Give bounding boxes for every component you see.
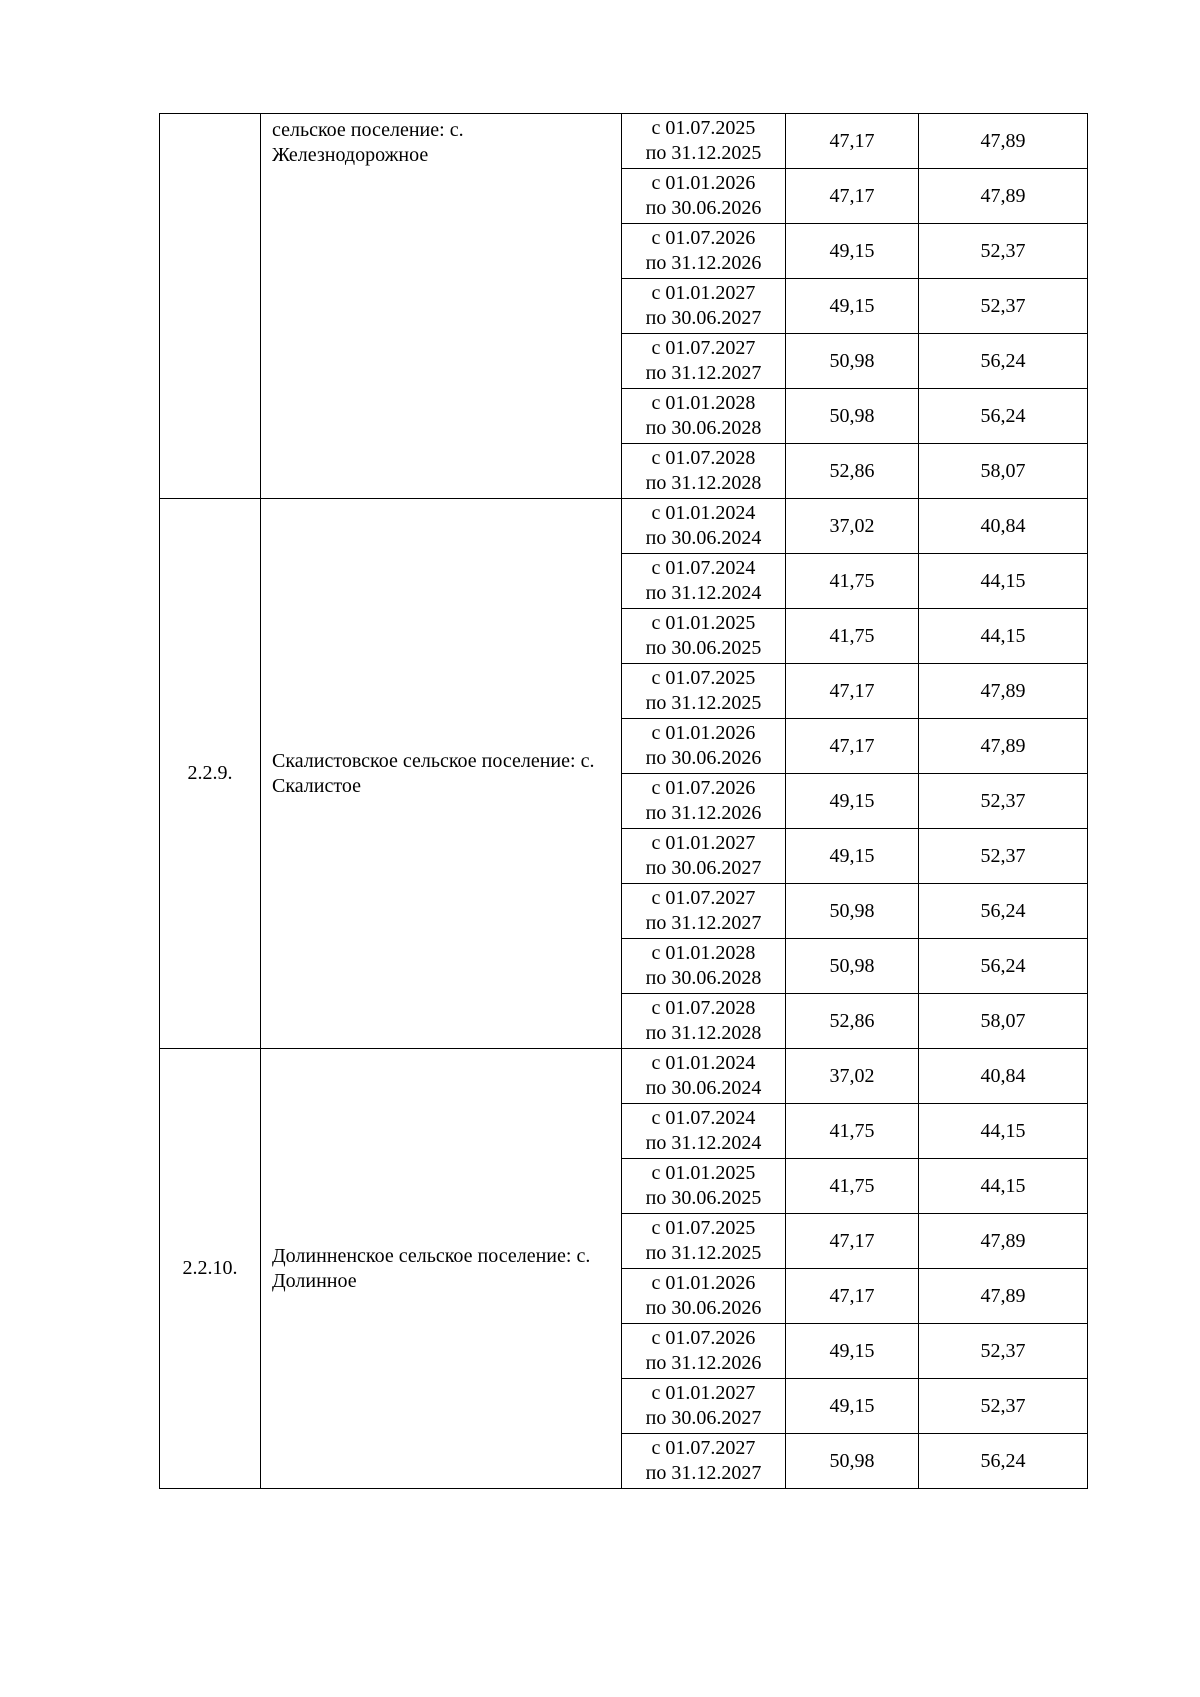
period-cell [622,884,786,939]
period-from: с 01.01.2025 [651,612,756,634]
tariff-value-1: 50,98 [786,939,919,994]
tariff-value-1: 49,15 [786,1379,919,1434]
period-to: по 30.06.2026 [645,197,762,219]
tariff-value-2: 44,15 [919,554,1088,609]
tariff-value-2: 47,89 [919,719,1088,774]
period-from: с 01.07.2027 [651,1437,756,1459]
tariff-value-1: 47,17 [786,114,919,169]
tariff-value-2: 40,84 [919,499,1088,554]
period-from: с 01.01.2028 [651,392,756,414]
tariff-value-2: 56,24 [919,1434,1088,1489]
table-row [160,114,1088,169]
period-from: с 01.01.2027 [651,282,756,304]
tariff-value-1: 49,15 [786,279,919,334]
period-cell [622,114,786,169]
period-from: с 01.07.2025 [651,667,756,689]
period-from: с 01.07.2027 [651,887,756,909]
tariff-value-2: 52,37 [919,1324,1088,1379]
period-to: по 31.12.2027 [645,362,762,384]
tariff-value-2: 47,89 [919,1269,1088,1324]
period-from: с 01.01.2028 [651,942,756,964]
period-to: по 30.06.2027 [645,857,762,879]
tariff-value-1: 47,17 [786,1214,919,1269]
item-number: 2.2.10. [160,1049,261,1489]
tariff-value-1: 49,15 [786,224,919,279]
period-to: по 30.06.2025 [645,1187,762,1209]
period-to: по 31.12.2024 [645,1132,762,1154]
period-from: с 01.01.2026 [651,722,756,744]
tariff-value-2: 44,15 [919,609,1088,664]
tariff-value-2: 58,07 [919,994,1088,1049]
period-to: по 31.12.2027 [645,1462,762,1484]
tariff-value-2: 47,89 [919,664,1088,719]
tariff-value-2: 47,89 [919,114,1088,169]
period-from: с 01.01.2026 [651,1272,756,1294]
period-to: по 31.12.2028 [645,1022,762,1044]
period-to: по 31.12.2026 [645,252,762,274]
period-cell [622,1049,786,1104]
tariff-value-1: 47,17 [786,719,919,774]
table-row [160,499,1088,554]
settlement-name: сельское поселение: с. Железнодорожное [261,114,622,499]
period-cell [622,1269,786,1324]
period-from: с 01.07.2026 [651,777,756,799]
tariff-value-1: 37,02 [786,1049,919,1104]
period-from: с 01.01.2027 [651,1382,756,1404]
tariff-value-1: 50,98 [786,334,919,389]
period-to: по 30.06.2028 [645,967,762,989]
tariff-value-1: 41,75 [786,1104,919,1159]
period-to: по 30.06.2027 [645,1407,762,1429]
item-number [160,114,261,499]
period-from: с 01.01.2024 [651,1052,756,1074]
period-from: с 01.01.2024 [651,502,756,524]
tariff-value-2: 47,89 [919,169,1088,224]
period-cell [622,334,786,389]
settlement-name: Скалистовское сельское поселение: с. Скалистое [261,499,622,1049]
table-row [160,1049,1088,1104]
period-to: по 30.06.2024 [645,527,762,549]
period-to: по 31.12.2025 [645,142,762,164]
period-from: с 01.01.2026 [651,172,756,194]
period-to: по 30.06.2025 [645,637,762,659]
period-from: с 01.07.2024 [651,1107,756,1129]
period-cell [622,554,786,609]
tariff-value-1: 49,15 [786,829,919,884]
period-to: по 31.12.2026 [645,1352,762,1374]
period-cell [622,1159,786,1214]
period-to: по 31.12.2025 [645,692,762,714]
tariff-value-1: 41,75 [786,1159,919,1214]
period-from: с 01.07.2024 [651,557,756,579]
tariff-value-1: 47,17 [786,1269,919,1324]
period-cell [622,389,786,444]
period-cell [622,829,786,884]
tariff-value-2: 52,37 [919,279,1088,334]
settlement-name: Долинненское сельское поселение: с. Долинное [261,1049,622,1489]
period-cell [622,1434,786,1489]
period-cell [622,499,786,554]
tariff-value-1: 41,75 [786,554,919,609]
tariff-value-1: 49,15 [786,1324,919,1379]
settlement-group [160,499,1088,1049]
period-from: с 01.07.2026 [651,1327,756,1349]
period-cell [622,664,786,719]
tariff-value-2: 56,24 [919,939,1088,994]
period-to: по 31.12.2025 [645,1242,762,1264]
period-from: с 01.07.2026 [651,227,756,249]
tariff-value-1: 50,98 [786,884,919,939]
period-cell [622,1214,786,1269]
period-cell [622,444,786,499]
period-from: с 01.07.2025 [651,1217,756,1239]
period-cell [622,609,786,664]
tariff-value-1: 50,98 [786,1434,919,1489]
tariff-value-1: 41,75 [786,609,919,664]
period-cell [622,774,786,829]
period-to: по 31.12.2026 [645,802,762,824]
period-cell [622,939,786,994]
tariff-value-2: 47,89 [919,1214,1088,1269]
tariff-value-1: 47,17 [786,664,919,719]
item-number: 2.2.9. [160,499,261,1049]
tariff-value-2: 52,37 [919,224,1088,279]
period-cell [622,1324,786,1379]
tariff-value-1: 49,15 [786,774,919,829]
tariff-value-1: 52,86 [786,444,919,499]
period-from: с 01.07.2027 [651,337,756,359]
tariff-value-2: 44,15 [919,1159,1088,1214]
period-to: по 31.12.2024 [645,582,762,604]
period-from: с 01.01.2027 [651,832,756,854]
period-from: с 01.01.2025 [651,1162,756,1184]
period-to: по 30.06.2028 [645,417,762,439]
period-cell [622,719,786,774]
period-to: по 30.06.2026 [645,747,762,769]
tariff-value-2: 44,15 [919,1104,1088,1159]
tariff-value-2: 56,24 [919,334,1088,389]
tariff-value-2: 56,24 [919,884,1088,939]
tariff-value-2: 58,07 [919,444,1088,499]
period-to: по 31.12.2027 [645,912,762,934]
period-cell [622,224,786,279]
tariff-value-2: 52,37 [919,829,1088,884]
period-from: с 01.07.2028 [651,447,756,469]
tariff-value-2: 52,37 [919,1379,1088,1434]
period-cell [622,1379,786,1434]
period-to: по 30.06.2027 [645,307,762,329]
period-cell [622,279,786,334]
period-to: по 30.06.2024 [645,1077,762,1099]
tariff-value-1: 37,02 [786,499,919,554]
period-from: с 01.07.2025 [651,117,756,139]
tariff-value-1: 52,86 [786,994,919,1049]
period-cell [622,169,786,224]
period-to: по 31.12.2028 [645,472,762,494]
tariff-value-1: 50,98 [786,389,919,444]
tariff-value-2: 52,37 [919,774,1088,829]
settlement-group [160,114,1088,499]
period-cell [622,1104,786,1159]
tariff-value-1: 47,17 [786,169,919,224]
tariff-table [159,113,1088,1489]
settlement-group [160,1049,1088,1489]
tariff-value-2: 40,84 [919,1049,1088,1104]
period-to: по 30.06.2026 [645,1297,762,1319]
period-from: с 01.07.2028 [651,997,756,1019]
period-cell [622,994,786,1049]
tariff-value-2: 56,24 [919,389,1088,444]
